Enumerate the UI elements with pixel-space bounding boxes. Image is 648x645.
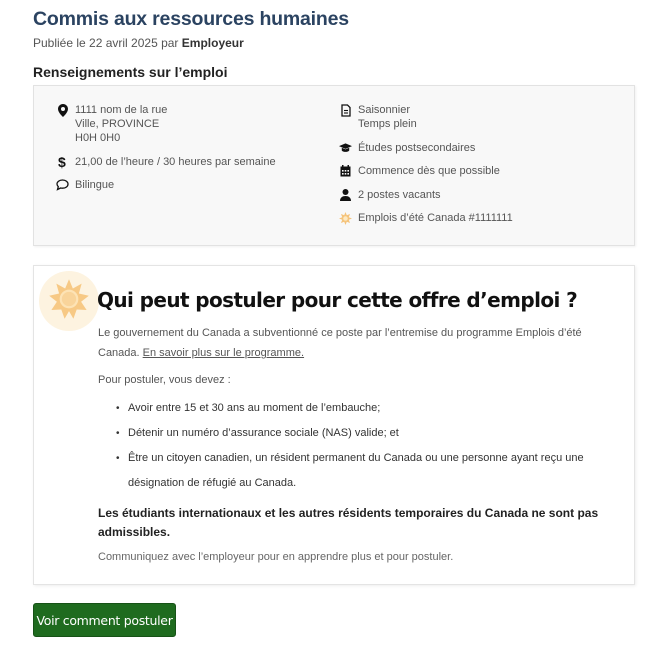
education-text: Études postsecondaires xyxy=(358,141,476,154)
job-info-right-column xyxy=(339,103,513,235)
learn-more-link[interactable]: En savoir plus sur le programme. xyxy=(142,347,305,359)
info-vacancies xyxy=(339,188,513,202)
requirements-label: Pour postuler, vous devez : xyxy=(98,374,231,386)
section-heading: Renseignements sur l’emploi xyxy=(33,64,228,80)
info-language xyxy=(56,178,276,192)
info-address xyxy=(56,103,276,145)
employment-term: Saisonnier xyxy=(358,104,410,116)
sun-icon xyxy=(47,277,91,326)
requirement-item: • Détenir un numéro d’assurance sociale (NAS) valide; et xyxy=(116,421,618,446)
sun-icon xyxy=(339,211,352,225)
info-start-date xyxy=(339,164,513,178)
employment-hours: Temps plein xyxy=(358,118,417,130)
dollar-icon xyxy=(56,155,69,169)
eligibility-body xyxy=(98,323,618,567)
person-icon xyxy=(339,188,352,202)
address-line-3: H0H 0H0 xyxy=(75,132,121,144)
how-to-apply-button[interactable]: Voir comment postuler xyxy=(33,603,176,637)
program-text: Emplois d’été Canada #1111111 xyxy=(358,212,513,224)
svg-text:$: $ xyxy=(58,154,66,169)
vacancies-text: 2 postes vacants xyxy=(358,188,441,201)
calendar-icon xyxy=(339,164,352,178)
address-line-1: 1111 nom de la rue xyxy=(75,104,168,116)
contact-text: Communiquez avec l’employeur pour en apprendre plus et pour postuler. xyxy=(98,551,454,563)
published-date: Publiée le 22 avril 2025 par xyxy=(33,36,179,50)
eligibility-title: Qui peut postuler pour cette offre d’emploi ? xyxy=(97,288,578,312)
requirements-list xyxy=(116,396,618,496)
info-employment-type xyxy=(339,103,513,131)
language-text: Bilingue xyxy=(75,179,115,191)
job-info-left-column xyxy=(56,103,276,202)
map-marker-icon xyxy=(56,103,69,117)
graduation-cap-icon xyxy=(339,141,352,155)
requirement-item: • Avoir entre 15 et 30 ans au moment de l’embauche; xyxy=(116,396,618,421)
info-wage xyxy=(56,155,276,169)
job-info-box xyxy=(33,85,635,246)
wage-text: 21,00 de l’heure / 30 heures par semaine xyxy=(75,155,276,168)
info-program xyxy=(339,211,513,225)
ineligibility-notice: Les étudiants internationaux et les autres résidents temporaires du Canada ne sont pas admissibles. xyxy=(98,506,599,539)
speech-bubble-icon xyxy=(56,178,69,192)
start-date-text: Commence dès que possible xyxy=(358,165,500,177)
sun-badge xyxy=(39,271,99,331)
employer-name: Employeur xyxy=(181,36,244,50)
document-icon xyxy=(339,103,352,117)
eligibility-intro xyxy=(98,323,618,363)
info-education xyxy=(339,141,513,155)
requirement-item: • Être un citoyen canadien, un résident permanent du Canada ou une personne ayant reçu une désignation de réfugié au Canada. xyxy=(116,446,618,496)
eligibility-box xyxy=(33,265,635,585)
published-line xyxy=(33,36,244,50)
intro-text: Le gouvernement du Canada a subventionné ce poste par l’entremise du programme Emplois d’été Canada. xyxy=(98,327,582,359)
address-line-2: Ville, PROVINCE xyxy=(75,118,160,130)
page-title: Commis aux ressources humaines xyxy=(33,8,349,30)
